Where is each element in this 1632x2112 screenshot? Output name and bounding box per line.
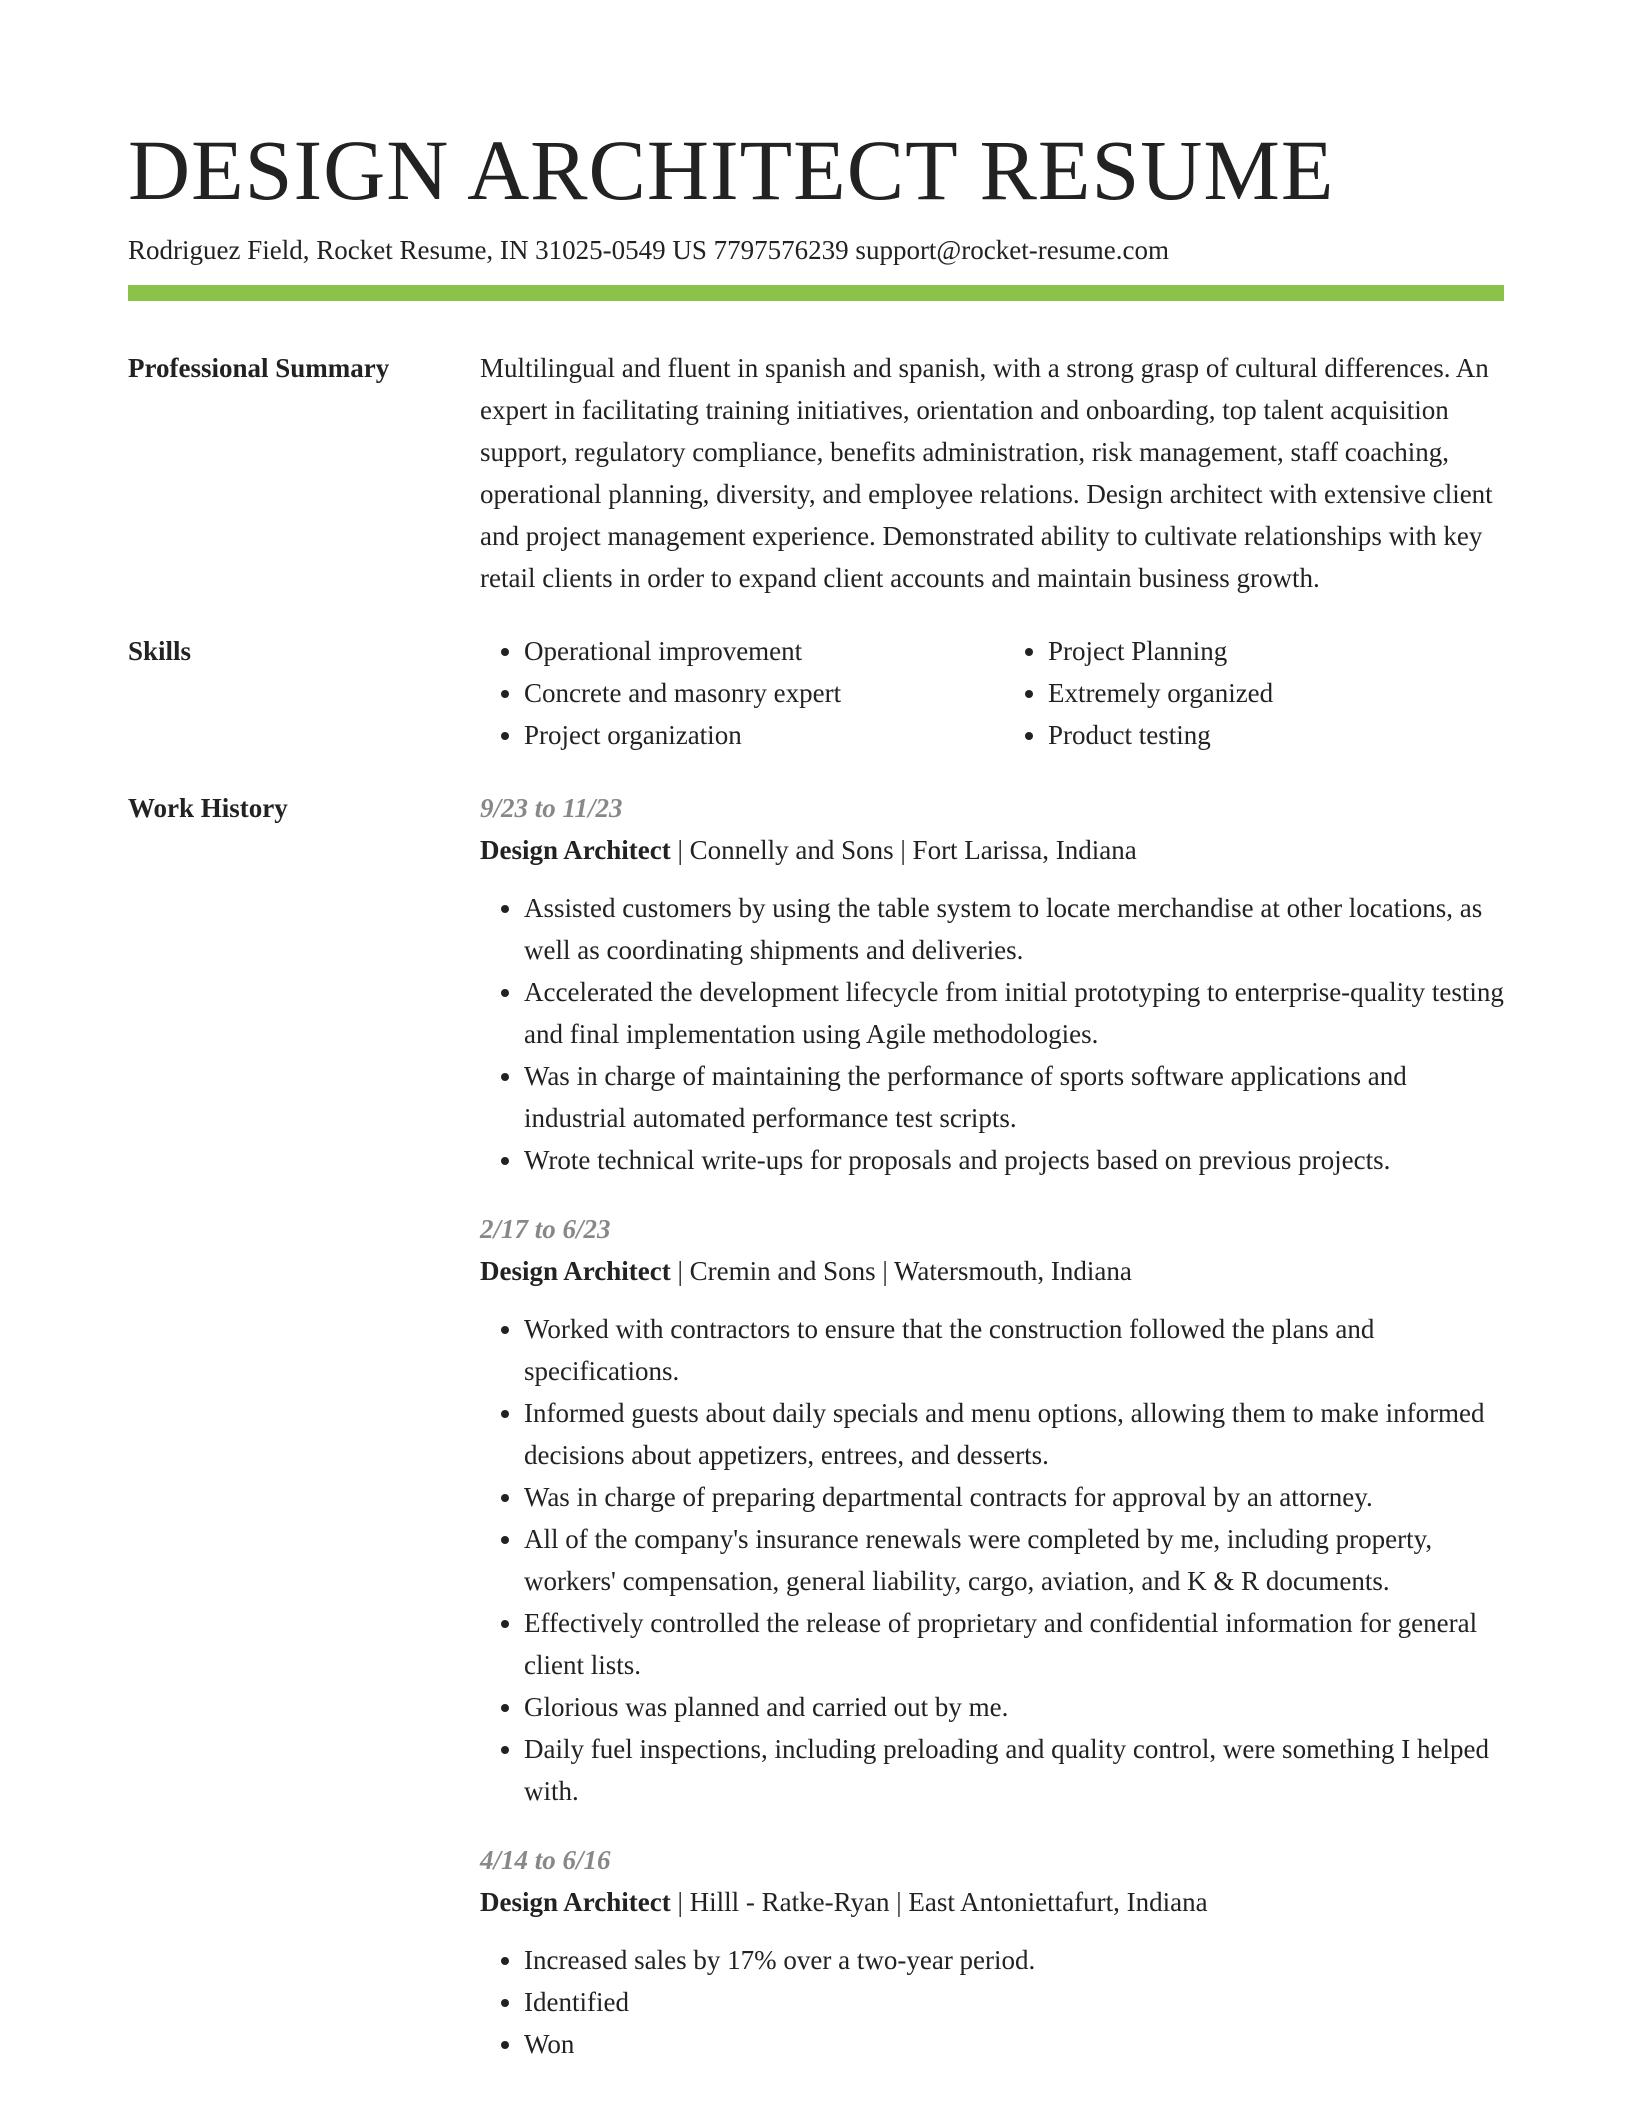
job-bullet: • Assisted customers by using the table system to locate merchandise at other locations, as well as coordinating shipments and deliveries. — [524, 887, 1504, 971]
job-bullet: • Was in charge of maintaining the performance of sports software applications and industrial automated performance test scripts. — [524, 1055, 1504, 1139]
separator: | — [670, 835, 690, 865]
job-bullet: • Accelerated the development lifecycle from initial prototyping to enterprise-quality testing and final implementation using Agile methodologies. — [524, 971, 1504, 1055]
job-bullet: • Wrote technical write-ups for proposals and projects based on previous projects. — [524, 1139, 1504, 1181]
job-company: Connelly and Sons — [689, 835, 894, 865]
summary-section — [128, 347, 1504, 599]
job-company: Hilll - Ratke-Ryan — [689, 1887, 890, 1917]
summary-label: Professional Summary — [128, 353, 390, 383]
job-entry — [480, 787, 1504, 1181]
job-bullet: • Glorious was planned and carried out by me. — [524, 1686, 1504, 1728]
job-location: East Antoniettafurt, Indiana — [908, 1887, 1208, 1917]
separator: | — [670, 1256, 690, 1286]
job-dates: 4/14 to 6/16 — [480, 1845, 611, 1875]
separator: | — [875, 1256, 895, 1286]
job-location: Watersmouth, Indiana — [894, 1256, 1132, 1286]
skill-item: • Concrete and masonry expert — [524, 672, 980, 714]
separator: | — [893, 835, 913, 865]
job-bullet: • Informed guests about daily specials and menu options, allowing them to make informed decisions about appetizers, entrees, and desserts. — [524, 1392, 1504, 1476]
contact-line: Rodriguez Field, Rocket Resume, IN 31025-0549 US 7797576239 support@rocket-resume.com — [128, 235, 1169, 265]
job-location: Fort Larissa, Indiana — [912, 835, 1137, 865]
job-title: Design Architect — [480, 1256, 671, 1286]
skills-column-right — [1004, 630, 1504, 756]
job-title: Design Architect — [480, 1887, 671, 1917]
job-bullets — [480, 1308, 1504, 1812]
job-bullet: • Daily fuel inspections, including preloading and quality control, were something I helped with. — [524, 1728, 1504, 1812]
job-bullet: • Worked with contractors to ensure that the construction followed the plans and specifications. — [524, 1308, 1504, 1392]
resume-page — [128, 118, 1504, 2092]
skill-item: • Product testing — [1048, 714, 1504, 756]
job-title: Design Architect — [480, 835, 671, 865]
summary-text: Multilingual and fluent in spanish and spanish, with a strong grasp of cultural differences. An expert in facilitating training initiatives, orientation and onboarding, top talent acquisition support, regulatory compliance, benefits administration, risk management, staff coaching, operational planning, diversity, and employee relations. Design architect with extensive client and project management experience. Demonstrated ability to cultivate relationships with key retail clients in order to expand client accounts and maintain business growth. — [480, 353, 1493, 593]
skill-item: • Extremely organized — [1048, 672, 1504, 714]
job-bullets — [480, 1939, 1504, 2065]
job-bullet: • All of the company's insurance renewals were completed by me, including property, workers' compensation, general liability, cargo, aviation, and K & R documents. — [524, 1518, 1504, 1602]
job-entry — [480, 1839, 1504, 2065]
separator: | — [670, 1887, 690, 1917]
job-company: Cremin and Sons — [689, 1256, 876, 1286]
header-divider — [128, 285, 1504, 301]
skills-column-left — [480, 630, 980, 756]
job-heading — [480, 1250, 1504, 1292]
job-bullet: • Identified — [524, 1981, 1504, 2023]
job-bullet: • Effectively controlled the release of proprietary and confidential information for general client lists. — [524, 1602, 1504, 1686]
job-bullet: • Was in charge of preparing departmental contracts for approval by an attorney. — [524, 1476, 1504, 1518]
skills-list — [480, 630, 1504, 756]
job-dates: 2/17 to 6/23 — [480, 1214, 611, 1244]
work-history-section — [128, 787, 1504, 2092]
separator: | — [889, 1887, 909, 1917]
job-bullets — [480, 887, 1504, 1181]
job-bullet: • Increased sales by 17% over a two-year period. — [524, 1939, 1504, 1981]
job-heading — [480, 1881, 1504, 1923]
skill-item: • Operational improvement — [524, 630, 980, 672]
resume-title: DESIGN ARCHITECT RESUME — [128, 122, 1335, 218]
job-dates: 9/23 to 11/23 — [480, 793, 623, 823]
skill-item: • Project organization — [524, 714, 980, 756]
job-entry — [480, 1208, 1504, 1812]
skills-section — [128, 630, 1504, 756]
job-bullet: • Won — [524, 2023, 1504, 2065]
skills-label: Skills — [128, 636, 192, 666]
skill-item: • Project Planning — [1048, 630, 1504, 672]
work-history-label: Work History — [128, 793, 288, 823]
job-heading — [480, 829, 1504, 871]
